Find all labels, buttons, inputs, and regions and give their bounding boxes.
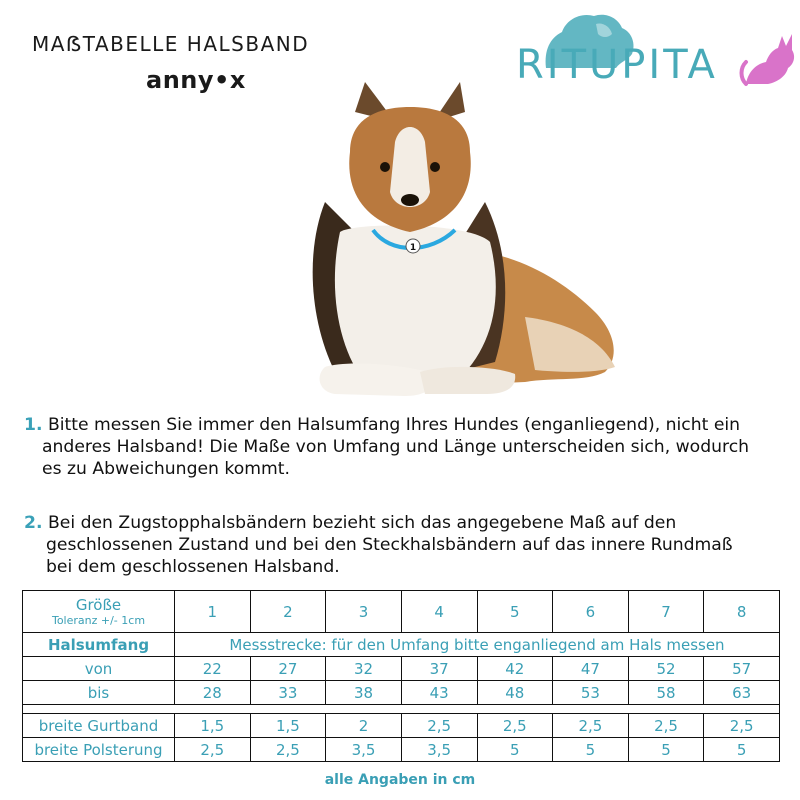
size-header-row	[23, 591, 780, 633]
table-cell: 42	[477, 657, 553, 681]
measure-note: Messstrecke: für den Umfang bitte enganliegend am Hals messen	[175, 633, 780, 657]
circumference-row	[23, 633, 780, 657]
row-label-gurtband: breite Gurtband	[23, 714, 175, 738]
table-cell: 57	[704, 657, 780, 681]
table-row	[23, 681, 780, 705]
size-3: 3	[326, 591, 402, 633]
table-cell: 28	[175, 681, 251, 705]
table-cell: 1,5	[175, 714, 251, 738]
instruction-1-line-2: anderes Halsband! Die Maße von Umfang und Länge unterscheiden sich, wodurch	[42, 437, 750, 457]
circumference-label: Halsumfang	[23, 633, 175, 657]
dog-illustration	[255, 82, 625, 412]
table-cell: 2	[326, 714, 402, 738]
product-name: anny•x	[146, 66, 246, 94]
table-cell: 2,5	[401, 714, 477, 738]
table-cell: 27	[250, 657, 326, 681]
table-cell: 2,5	[704, 714, 780, 738]
table-cell: 48	[477, 681, 553, 705]
row-label-polsterung: breite Polsterung	[23, 738, 175, 762]
units-note: alle Angaben in cm	[324, 772, 476, 788]
table-spacer	[23, 705, 780, 714]
table-row	[23, 714, 780, 738]
dog-image	[255, 82, 625, 412]
logo-text: RITUPITA	[516, 42, 718, 88]
instruction-2-line-1: Bei den Zugstopphalsbändern bezieht sich das angegebene Maß auf den	[47, 513, 677, 533]
instruction-2	[24, 512, 733, 578]
table-cell: 43	[401, 681, 477, 705]
table-cell: 33	[250, 681, 326, 705]
size-header-label	[23, 591, 175, 633]
table-cell: 2,5	[628, 714, 704, 738]
table-cell: 5	[477, 738, 553, 762]
table-cell: 2,5	[553, 714, 629, 738]
instruction-1-line-1: Bitte messen Sie immer den Halsumfang Ihres Hundes (enganliegend), nicht ein	[47, 415, 741, 435]
table-cell: 63	[704, 681, 780, 705]
table-cell: 53	[553, 681, 629, 705]
size-table	[22, 590, 780, 762]
size-2: 2	[250, 591, 326, 633]
table-cell: 1,5	[250, 714, 326, 738]
table-cell: 2,5	[175, 738, 251, 762]
table-cell: 2,5	[477, 714, 553, 738]
table-cell: 2,5	[250, 738, 326, 762]
instruction-2-line-2: geschlossenen Zustand und bei den Steckhalsbändern auf das innere Rundmaß	[46, 535, 733, 555]
collar-marker-label: 1	[409, 243, 417, 253]
instruction-2-line-3: bei dem geschlossenen Halsband.	[46, 557, 340, 577]
size-1: 1	[175, 591, 251, 633]
size-7: 7	[628, 591, 704, 633]
page-title: MAẞTABELLE HALSBAND	[32, 32, 310, 56]
row-label-von: von	[23, 657, 175, 681]
table-row	[23, 657, 780, 681]
size-8: 8	[704, 591, 780, 633]
instruction-1-line-3: es zu Abweichungen kommt.	[42, 459, 290, 479]
table-cell: 3,5	[401, 738, 477, 762]
table-cell: 5	[628, 738, 704, 762]
size-5: 5	[477, 591, 553, 633]
table-row	[23, 738, 780, 762]
table-cell: 22	[175, 657, 251, 681]
cat-icon	[738, 28, 798, 88]
table-cell: 32	[326, 657, 402, 681]
table-cell: 5	[553, 738, 629, 762]
table-cell: 52	[628, 657, 704, 681]
instruction-1	[24, 414, 749, 480]
tolerance-label: Toleranz +/- 1cm	[51, 614, 146, 627]
table-cell: 5	[704, 738, 780, 762]
row-label-bis: bis	[23, 681, 175, 705]
size-6: 6	[553, 591, 629, 633]
table-cell: 37	[401, 657, 477, 681]
size-4: 4	[401, 591, 477, 633]
spacer-cell	[23, 705, 780, 714]
table-cell: 58	[628, 681, 704, 705]
size-label: Größe	[75, 596, 122, 614]
table-cell: 47	[553, 657, 629, 681]
instruction-2-number: 2.	[24, 513, 43, 533]
table-cell: 38	[326, 681, 402, 705]
instruction-1-number: 1.	[24, 415, 43, 435]
table-cell: 3,5	[326, 738, 402, 762]
